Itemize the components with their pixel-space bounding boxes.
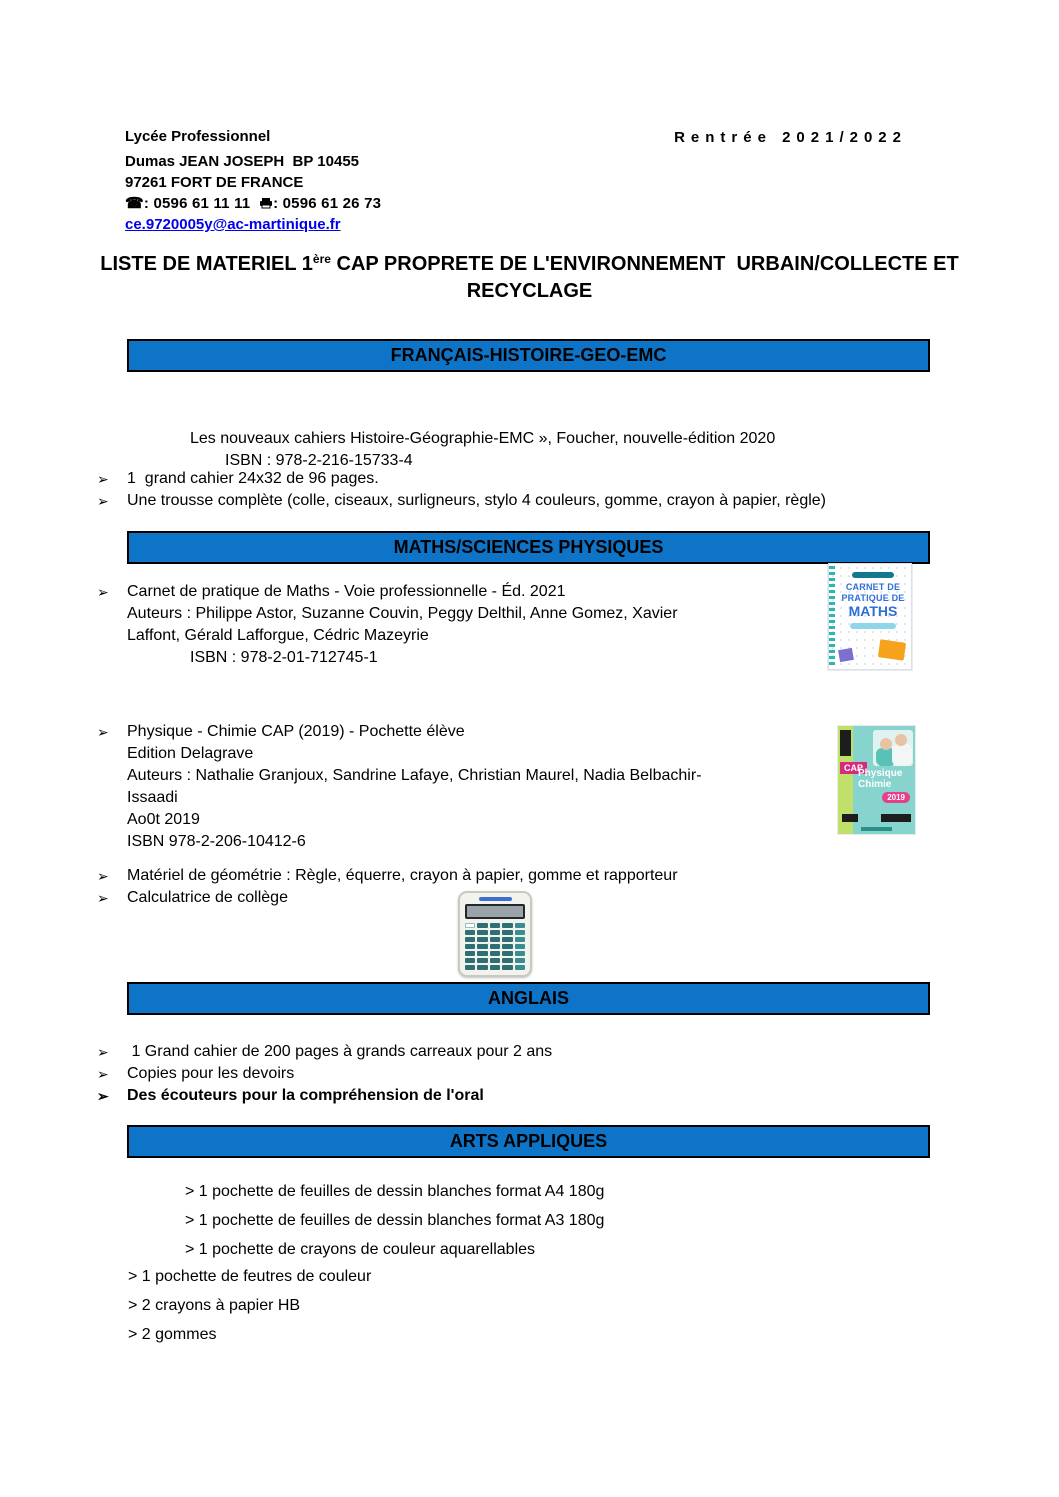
- list-item-text: > 1 pochette de feuilles de dessin blanches format A4 180g: [185, 1183, 605, 1200]
- anglais-list: [97, 1041, 957, 1107]
- school-email-link[interactable]: ce.9720005y@ac-martinique.fr: [125, 216, 341, 233]
- page-title-line1: LISTE DE MATERIEL 1ère CAP PROPRETE DE L'ENVIRONNEMENT URBAIN/COLLECTE ET: [100, 252, 959, 275]
- cover-cap-label: CAP: [840, 762, 867, 774]
- arts-list-indented: [185, 1181, 945, 1268]
- cover-collection-flag: [840, 730, 851, 756]
- arrow-bullet-icon: ➢: [97, 584, 109, 600]
- physique-book-authors-1: Auteurs : Nathalie Granjoux, Sandrine Lafaye, Christian Maurel, Nadia Belbachir-: [127, 767, 702, 784]
- maths-book1-title: Carnet de pratique de Maths - Voie professionnelle - Éd. 2021: [127, 583, 566, 600]
- calculator-brand-label: [479, 897, 512, 901]
- cover-doodle: [838, 648, 854, 662]
- physique-book-title: Physique - Chimie CAP (2019) - Pochette élève: [127, 723, 465, 740]
- school-year-label: Rentrée 2021/2022: [674, 129, 907, 146]
- physique-book-date: Ao0t 2019: [127, 811, 200, 828]
- fax-number: : 0596 61 26 73: [273, 195, 382, 212]
- arrow-bullet-icon: ➢: [97, 1066, 109, 1082]
- list-item: [97, 865, 957, 887]
- physique-book-isbn: ISBN 978-2-206-10412-6: [127, 833, 306, 850]
- arrow-bullet-icon: ➢: [97, 724, 109, 740]
- cover-badge: [852, 572, 894, 578]
- cover-publisher-strip: [838, 827, 915, 831]
- maths-book1-block: [97, 581, 817, 669]
- list-item: [97, 468, 957, 490]
- francais-intro: [190, 428, 775, 472]
- arrow-bullet-icon: ➢: [97, 890, 109, 906]
- spiral-binding: [829, 566, 835, 667]
- list-item-text: > 2 gommes: [128, 1326, 217, 1343]
- section-banner-anglais: ANGLAIS: [127, 982, 930, 1015]
- section-banner-francais: FRANÇAIS-HISTOIRE-GEO-EMC: [127, 339, 930, 372]
- phone-fax-line: [125, 193, 381, 214]
- cover-highlight: [850, 623, 896, 629]
- fax-icon: [259, 195, 273, 212]
- list-item-text: Matériel de géométrie : Règle, équerre, crayon à papier, gomme et rapporteur: [127, 867, 678, 884]
- francais-isbn: ISBN : 978-2-216-15733-4: [225, 452, 413, 469]
- list-item-text: Des écouteurs pour la compréhension de l'oral: [127, 1087, 484, 1104]
- phone-icon: ☎: [125, 195, 144, 212]
- list-item: [97, 581, 817, 603]
- maths-book1-authors-1: Auteurs : Philippe Astor, Suzanne Couvin, Peggy Delthil, Anne Gomez, Xavier: [127, 605, 678, 622]
- school-name: Lycée Professionnel: [125, 128, 271, 145]
- list-item-text: Une trousse complète (colle, ciseaux, surligneurs, stylo 4 couleurs, gomme, crayon à papier, règle): [127, 492, 826, 509]
- cover-title-line: PRATIQUE DE: [841, 593, 905, 603]
- phone-number: : 0596 61 11 11: [143, 195, 260, 212]
- list-item-text: > 1 pochette de feutres de couleur: [128, 1268, 372, 1285]
- school-header: [125, 126, 381, 235]
- title-superscript: ère: [312, 252, 331, 266]
- physique-book-editor: Edition Delagrave: [127, 745, 254, 762]
- arrow-bullet-icon: ➢: [97, 471, 109, 487]
- list-item-text: > 1 pochette de feuilles de dessin blanches format A3 180g: [185, 1212, 605, 1229]
- maths-book1-isbn: ISBN : 978-2-01-712745-1: [190, 649, 378, 666]
- cover-year-badge: 2019: [882, 792, 910, 803]
- arrow-bullet-icon: ➢: [97, 1044, 109, 1060]
- list-item-text: > 2 crayons à papier HB: [128, 1297, 301, 1314]
- list-item-text: 1 Grand cahier de 200 pages à grands carreaux pour 2 ans: [127, 1043, 553, 1060]
- list-item: [97, 490, 957, 512]
- page-title-line2: RECYCLAGE: [466, 280, 593, 302]
- maths-book-cover-image: [828, 563, 912, 670]
- cover-title-line: MATHS: [848, 603, 898, 619]
- arts-list: [128, 1266, 888, 1353]
- list-item: [97, 721, 817, 743]
- calculator-image: [458, 891, 532, 977]
- cover-photo: [873, 730, 913, 766]
- list-item-text: Calculatrice de collège: [127, 889, 288, 906]
- cover-label-strip: [881, 814, 911, 822]
- cover-sticky-note: [878, 639, 906, 660]
- arrow-bullet-icon: ➢: [97, 493, 109, 509]
- calculator-screen: [465, 904, 525, 919]
- francais-list: [97, 468, 957, 512]
- francais-book-ref: Les nouveaux cahiers Histoire-Géographie-EMC », Foucher, nouvelle-édition 2020: [190, 430, 776, 447]
- school-address-line1: Dumas JEAN JOSEPH BP 10455: [125, 153, 360, 170]
- list-item-text: > 1 pochette de crayons de couleur aquarellables: [185, 1241, 536, 1258]
- maths-book1-authors-2: Laffont, Gérald Lafforgue, Cédric Mazeyrie: [127, 627, 429, 644]
- list-item: [97, 1085, 957, 1107]
- list-item: [97, 1063, 957, 1085]
- section-banner-maths: MATHS/SCIENCES PHYSIQUES: [127, 531, 930, 564]
- arrow-bullet-icon: ➢: [97, 1088, 109, 1104]
- list-item-text: Copies pour les devoirs: [127, 1065, 295, 1082]
- arrow-bullet-icon: ➢: [97, 868, 109, 884]
- cover-title: Physique Chimie: [858, 768, 903, 790]
- list-item: [97, 1041, 957, 1063]
- cover-label-strip: [842, 814, 858, 822]
- list-item-text: 1 grand cahier 24x32 de 96 pages.: [127, 470, 379, 487]
- section-banner-arts: ARTS APPLIQUES: [127, 1125, 930, 1158]
- school-address-line2: 97261 FORT DE FRANCE: [125, 174, 304, 191]
- physique-book-cover-image: [838, 726, 915, 834]
- physique-book-authors-2: Issaadi: [127, 789, 178, 806]
- physique-book-block: [97, 721, 817, 853]
- page-title: [0, 252, 1059, 304]
- calculator-keys: [465, 923, 525, 970]
- cover-title-line: CARNET DE: [845, 582, 901, 592]
